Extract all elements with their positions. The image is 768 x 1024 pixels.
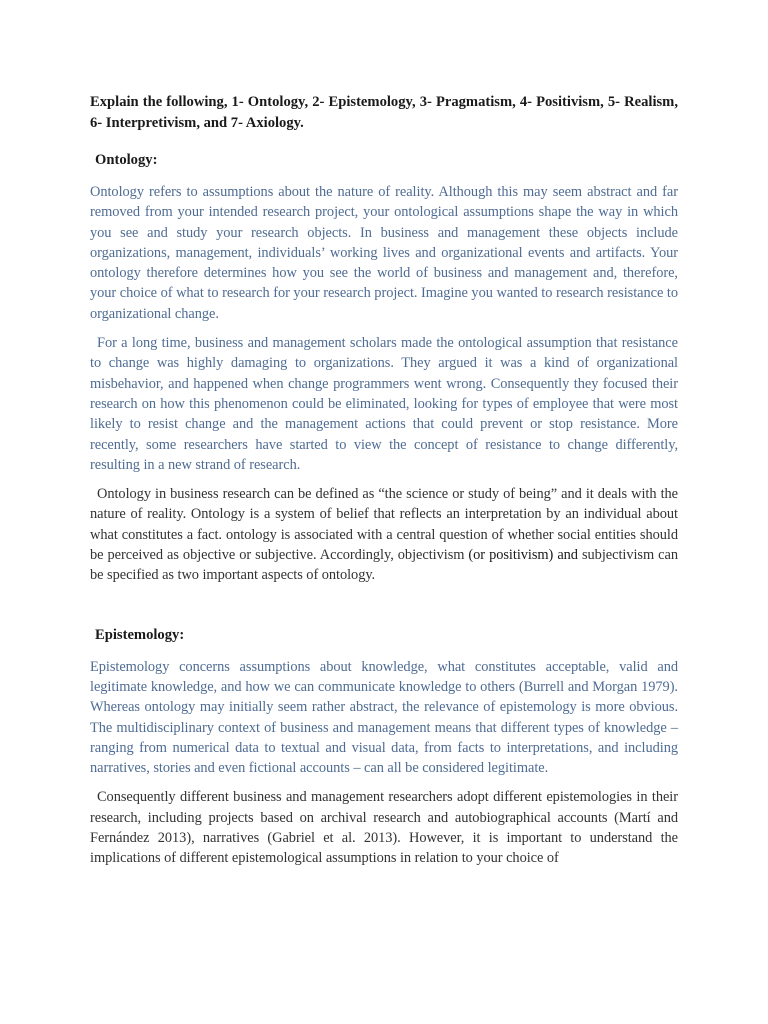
- ontology-paragraph-1: Ontology refers to assumptions about the nature of reality. Although this may seem abstract and far removed from your intended research project, your ontological assumptions shape the way in which you see and study your research objects. In business and management these objects include organizations, management, individuals’ working lives and organizational events and artifacts. Your ontology therefore determines how you see the world of business and management and, therefore, your choice of what to research for your research project. Imagine you wanted to research resistance to organizational change.: [90, 184, 678, 322]
- section-spacer: [90, 595, 678, 625]
- ontology-paragraph-2: For a long time, business and management scholars made the ontological assumption that resistance to change was highly damaging to organizations. They argued it was a kind of organizational misbehavior, and happened when change programmers went wrong. Consequently they focused their research on how this phenomenon could be eliminated, looking for types of employee that were most likely to resist change and the management actions that could prevent or stop resistance. More recently, some researchers have started to view the concept of resistance to change differently, resulting in a new strand of research.: [90, 335, 678, 473]
- ontology-paragraph-3: [90, 484, 678, 585]
- epistemology-paragraph-1: Epistemology concerns assumptions about knowledge, what constitutes acceptable, valid and legitimate knowledge, and how we can communicate knowledge to others (Burrell and Morgan 1979). Whereas ontology may initially seem rather abstract, the relevance of epistemology is more obvious. The multidisciplinary context of business and management means that different types of knowledge – ranging from numerical data to textual and visual data, from facts to interpretations, and including narratives, stories and even fictional accounts – can all be considered legitimate.: [90, 658, 678, 777]
- conjunction-and: and: [553, 547, 578, 564]
- ontology-paragraph-3-part-d: subjectivism can be specified as two important aspects of ontology.: [90, 547, 678, 584]
- positivism-parenthetical: (or positivism): [468, 547, 554, 564]
- ontology-heading: Ontology:: [95, 152, 158, 168]
- epistemology-paragraph-2: Consequently different business and management researchers adopt different epistemologies in their research, including projects based on archival research and autobiographical accounts (Martí and Fernández 2013), narratives (Gabriel et al. 2013). However, it is important to understand the implications of different epistemological assumptions in relation to your choice of: [90, 789, 678, 867]
- epistemology-heading: Epistemology:: [95, 626, 185, 643]
- ontology-paragraph-3-part-a: Ontology in business research can be defined as “the science or study of being” and it deals with the nature of reality. Ontology is a system of belief that reflects an interpretation by an individual about what constitutes a fact. ontology is associated with a central question of whether social entities should be perceived as objective or subjective. Accordingly, objectivism: [90, 486, 678, 564]
- document-page: [90, 92, 678, 878]
- question-heading: Explain the following, 1- Ontology, 2- Epistemology, 3- Pragmatism, 4- Positivism, 5- Realism, 6- Interpretivism, and 7- Axiology.: [90, 94, 678, 131]
